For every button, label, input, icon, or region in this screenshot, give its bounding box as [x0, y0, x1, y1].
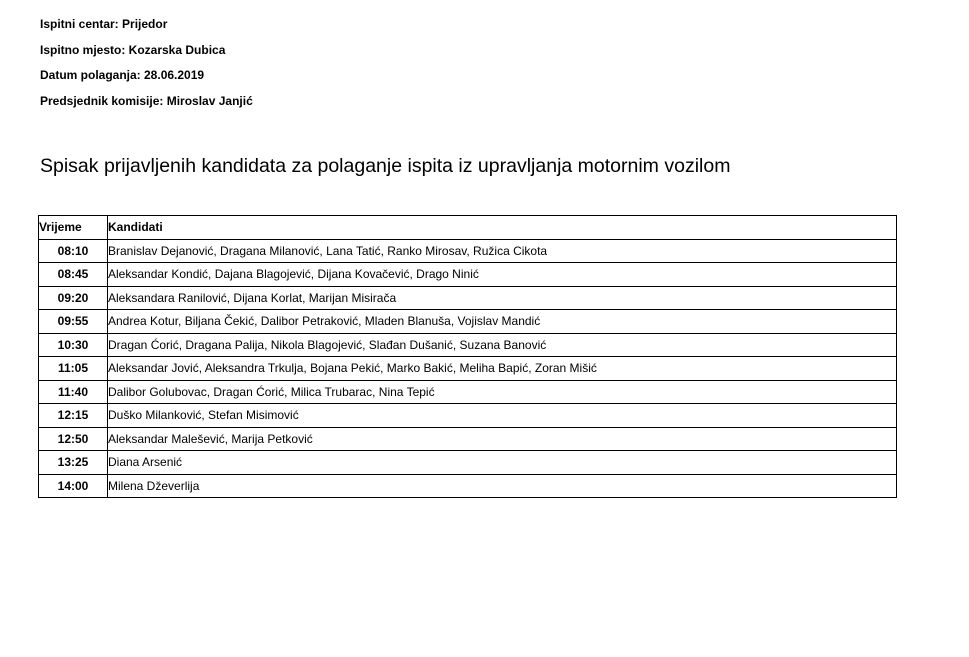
row-candidates: Aleksandara Ranilović, Dijana Korlat, Marijan Misirača [108, 286, 897, 310]
column-header-candidates: Kandidati [108, 216, 897, 240]
table-header-row [39, 216, 897, 240]
row-candidates: Aleksandar Jović, Aleksandra Trkulja, Bojana Pekić, Marko Bakić, Meliha Bapić, Zoran Mišić [108, 357, 897, 381]
table-row [39, 310, 897, 334]
table-row [39, 239, 897, 263]
row-candidates: Aleksandar Kondić, Dajana Blagojević, Dijana Kovačević, Drago Ninić [108, 263, 897, 287]
row-candidates: Aleksandar Malešević, Marija Petković [108, 427, 897, 451]
row-time: 12:15 [39, 404, 108, 428]
exam-info [40, 17, 253, 120]
row-time: 08:10 [39, 239, 108, 263]
row-candidates: Duško Milanković, Stefan Misimović [108, 404, 897, 428]
table-row [39, 474, 897, 498]
row-candidates: Dalibor Golubovac, Dragan Ćorić, Milica Trubarac, Nina Tepić [108, 380, 897, 404]
page-title: Spisak prijavljenih kandidata za polaganje ispita iz upravljanja motornim vozilom [40, 155, 731, 177]
row-time: 10:30 [39, 333, 108, 357]
table-row [39, 263, 897, 287]
table-row [39, 357, 897, 381]
exam-center: Ispitni centar: Prijedor [40, 17, 168, 31]
table-row [39, 286, 897, 310]
row-candidates: Andrea Kotur, Biljana Čekić, Dalibor Petraković, Mladen Blanuša, Vojislav Mandić [108, 310, 897, 334]
row-candidates: Milena Dževerlija [108, 474, 897, 498]
row-time: 12:50 [39, 427, 108, 451]
exam-location: Ispitno mjesto: Kozarska Dubica [40, 42, 226, 57]
candidates-table [38, 215, 897, 498]
row-candidates: Diana Arsenić [108, 451, 897, 475]
row-time: 11:40 [39, 380, 108, 404]
table-row [39, 427, 897, 451]
exam-date: Datum polaganja: 28.06.2019 [40, 68, 205, 83]
table-row [39, 333, 897, 357]
table-row [39, 451, 897, 475]
row-time: 08:45 [39, 263, 108, 287]
table-row [39, 380, 897, 404]
row-time: 09:20 [39, 286, 108, 310]
commission-president: Predsjednik komisije: Miroslav Janjić [40, 94, 253, 109]
row-candidates: Dragan Ćorić, Dragana Palija, Nikola Blagojević, Slađan Dušanić, Suzana Banović [108, 333, 897, 357]
row-time: 14:00 [39, 474, 108, 498]
row-candidates: Branislav Dejanović, Dragana Milanović, Lana Tatić, Ranko Mirosav, Ružica Cikota [108, 239, 897, 263]
column-header-time: Vrijeme [39, 216, 108, 240]
row-time: 13:25 [39, 451, 108, 475]
row-time: 09:55 [39, 310, 108, 334]
row-time: 11:05 [39, 357, 108, 381]
table-row [39, 404, 897, 428]
